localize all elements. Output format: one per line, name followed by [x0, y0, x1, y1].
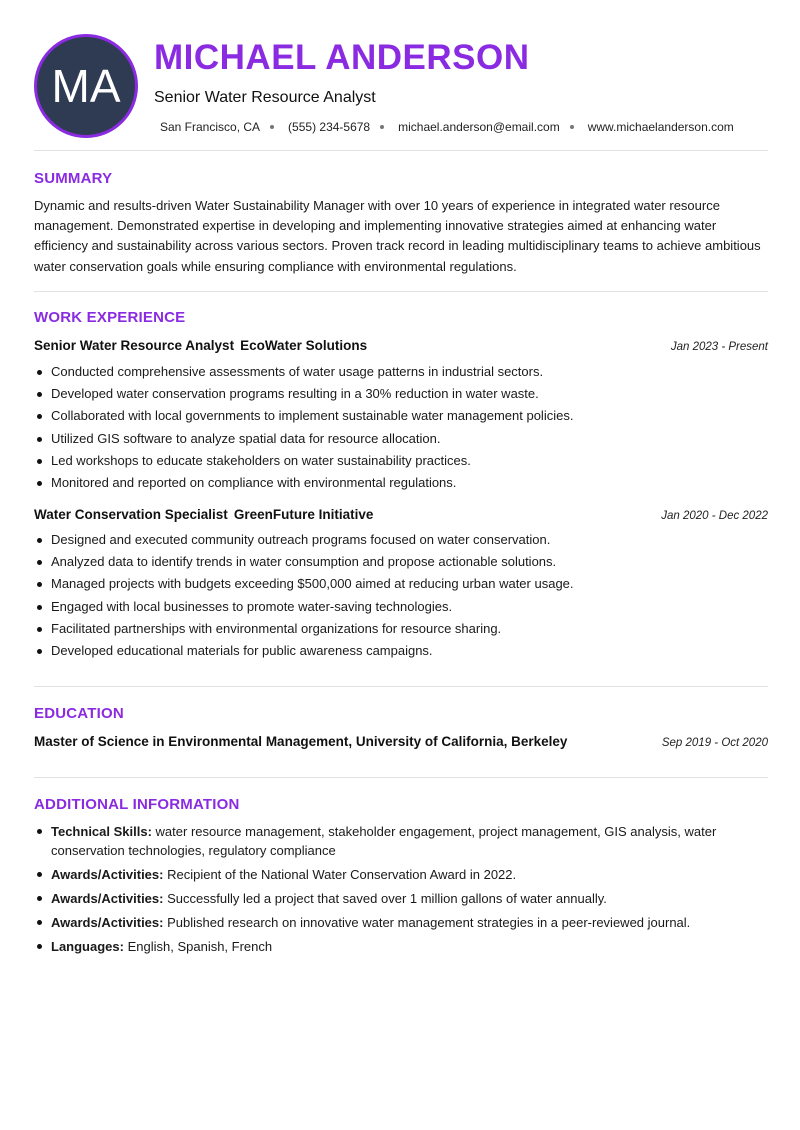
contact-location: San Francisco, CA [160, 120, 261, 134]
contact-line [160, 120, 734, 134]
divider [34, 291, 768, 292]
experience-heading: WORK EXPERIENCE [34, 309, 186, 326]
list-item: Conducted comprehensive assessments of water usage patterns in industrial sectors. [34, 361, 768, 383]
list-item: Collaborated with local governments to implement sustainable water management policies. [34, 405, 768, 427]
job-header [34, 507, 768, 522]
job-title: Water Conservation Specialist [34, 507, 228, 522]
resume-header [34, 34, 768, 138]
separator-dot-icon [380, 125, 384, 129]
degree: Master of Science in Environmental Management, University of California, Berkeley [34, 734, 568, 749]
list-item: Analyzed data to identify trends in water consumption and propose actionable solutions. [34, 551, 768, 573]
list-item [34, 913, 768, 932]
list-item [34, 889, 768, 908]
additional-heading: ADDITIONAL INFORMATION [34, 796, 240, 813]
item-label: Awards/Activities: [51, 867, 164, 882]
divider [34, 686, 768, 687]
avatar [34, 34, 138, 138]
summary-text: Dynamic and results-driven Water Sustainability Manager with over 10 years of experience in integrated water resource management. Demonstrated expertise in developing and implementing innovative strategies aimed at enhancing water efficiency and sustainability across various sectors. Proven track record in leading multidisciplinary teams to achieve ambitious water conservation goals while ensuring compliance with environmental regulations. [34, 198, 761, 274]
list-item: Monitored and reported on compliance with environmental regulations. [34, 472, 768, 494]
divider [34, 150, 768, 151]
list-item: Led workshops to educate stakeholders on water sustainability practices. [34, 450, 768, 472]
list-item: Managed projects with budgets exceeding $500,000 aimed at reducing urban water usage. [34, 573, 768, 595]
education-heading: EDUCATION [34, 705, 124, 722]
job-header [34, 338, 768, 353]
education-entry [34, 734, 768, 749]
list-item [34, 865, 768, 884]
avatar-initials: MA [51, 60, 121, 112]
list-item: Utilized GIS software to analyze spatial data for resource allocation. [34, 428, 768, 450]
contact-website[interactable]: www.michaelanderson.com [587, 120, 734, 134]
job-date: Jan 2020 - Dec 2022 [661, 510, 768, 522]
item-text: Successfully led a project that saved over 1 million gallons of water annually. [167, 891, 607, 906]
list-item: Developed educational materials for public awareness campaigns. [34, 640, 768, 662]
item-text: English, Spanish, French [127, 939, 273, 954]
job-company: EcoWater Solutions [240, 338, 368, 353]
list-item [34, 937, 768, 956]
list-item [34, 822, 768, 860]
item-label: Technical Skills: [51, 824, 152, 839]
candidate-role: Senior Water Resource Analyst [154, 89, 376, 106]
list-item: Developed water conservation programs resulting in a 30% reduction in water waste. [34, 383, 768, 405]
job-title: Senior Water Resource Analyst [34, 338, 235, 353]
candidate-name: MICHAEL ANDERSON [154, 38, 530, 77]
additional-list [34, 822, 768, 961]
divider [34, 777, 768, 778]
summary-heading: SUMMARY [34, 170, 113, 187]
job-company: GreenFuture Initiative [233, 507, 374, 522]
item-label: Languages: [51, 939, 124, 954]
item-label: Awards/Activities: [51, 891, 164, 906]
separator-dot-icon [270, 125, 274, 129]
job-date: Jan 2023 - Present [670, 341, 768, 353]
item-label: Awards/Activities: [51, 915, 164, 930]
item-text: Published research on innovative water management strategies in a peer-reviewed journal. [167, 915, 691, 930]
contact-email[interactable]: michael.anderson@email.com [398, 120, 560, 134]
job-bullet-list [34, 529, 768, 662]
list-item: Engaged with local businesses to promote water-saving technologies. [34, 596, 768, 618]
item-text: Recipient of the National Water Conservation Award in 2022. [167, 867, 517, 882]
education-date: Sep 2019 - Oct 2020 [661, 737, 768, 749]
separator-dot-icon [570, 125, 574, 129]
job-bullet-list [34, 361, 768, 494]
contact-phone: (555) 234-5678 [288, 120, 371, 134]
item-text: water resource management, stakeholder engagement, project management, GIS analysis, water conservation technologies, regulatory compliance [51, 824, 717, 858]
list-item: Facilitated partnerships with environmental organizations for resource sharing. [34, 618, 768, 640]
list-item: Designed and executed community outreach programs focused on water conservation. [34, 529, 768, 551]
